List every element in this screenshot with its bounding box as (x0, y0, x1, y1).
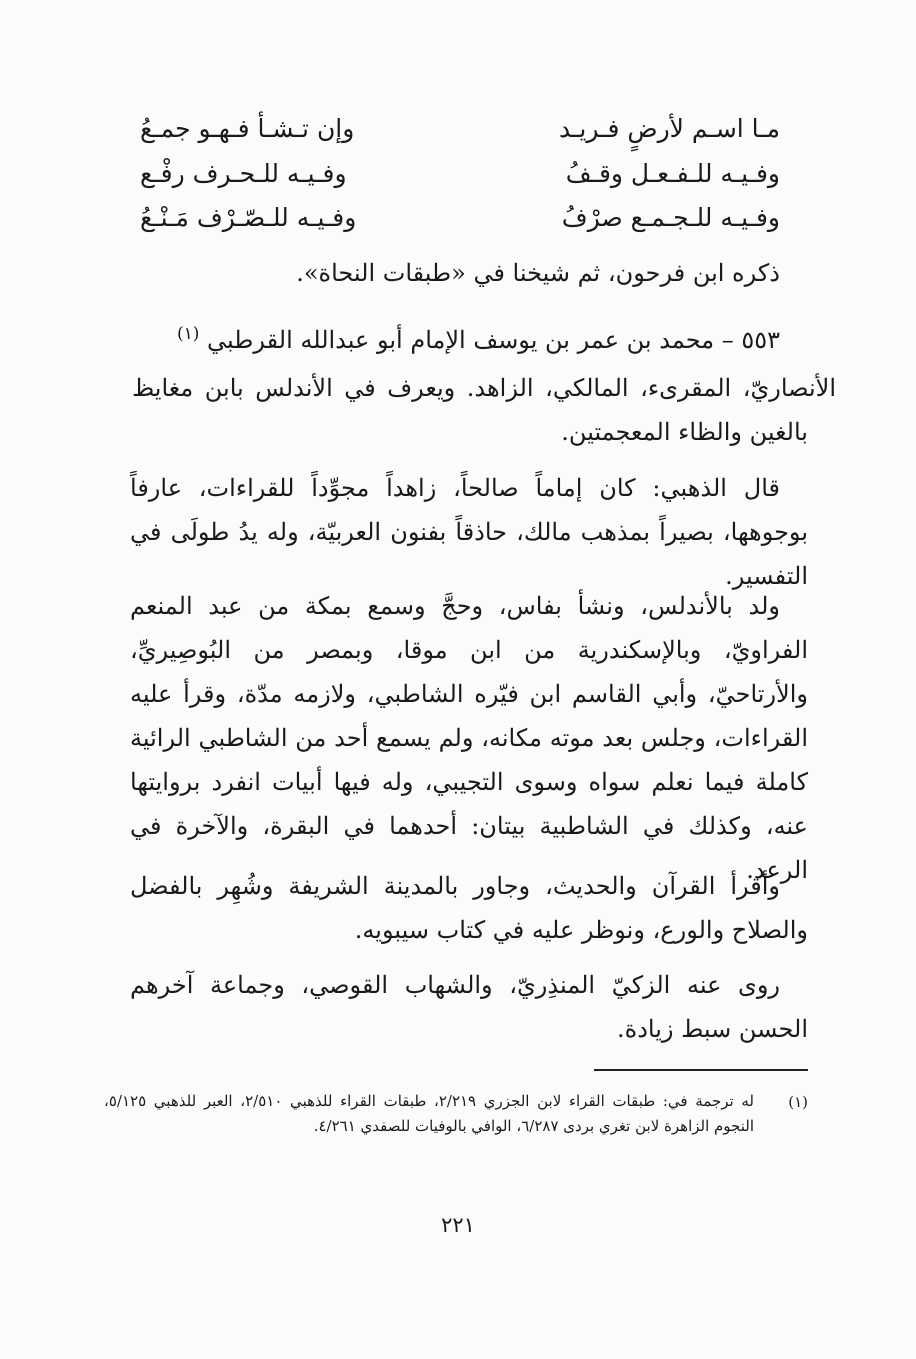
verse-hemistich-first: وفـيـه للـجـمـع صرْفُ (561, 203, 780, 232)
verse-hemistich-first: مـا اسـم لأرضٍ فـريـد (558, 114, 780, 143)
footnote-divider (594, 1069, 808, 1071)
verse-hemistich-second: وفـيـه للـصّـرْف مَـنْـعُ (140, 203, 357, 232)
verse-line (140, 152, 780, 196)
source-line: ذكره ابن فرحون، ثم شيخنا في «طبقات النحاة». (296, 259, 780, 287)
paragraph: قال الذهبي: كان إماماً صالحاً، زاهداً مجوِّداً للقراءات، عارفاً بوجوهها، بصيراً بمذهب مالك، حاذقاً بفنون العربيّة، وله يدُ طولَى في التفسير. (130, 474, 808, 590)
footnote-number: (١) (788, 1093, 808, 1111)
page-number: ٢٢١ (441, 1213, 475, 1237)
entry-heading (177, 312, 780, 362)
footnote-text: له ترجمة في: طبقات القراء لابن الجزري ٢/٢١٩، طبقات القراء للذهبي ٢/٥١٠، العبر للذهبي ٥/١٢٥، النجوم الزاهرة لابن تغري بردى ٦/٢٨٧، الوافي بالوفيات للصفدي ٤/٢٦١. (104, 1092, 754, 1135)
paragraph: ولد بالأندلس، ونشأ بفاس، وحجَّ وسمع بمكة من عبد المنعم الفراويّ، وبالإسكندرية من ابن موقا، وبمصر من البُوصِيريِّ، والأرتاحيّ، وأبي القاسم ابن فيّره الشاطبي، ولازمه مدّة، وقرأ عليه القراءات، وجلس بعد موته مكانه، ولم يسمع أحد من الشاطبي الرائية كاملة فيما نعلم سواه وسوى التجيبي، وله فيها أبيات انفرد بروايتها عنه، وكذلك في الشاطبية بيتان: أحدهما في البقرة، والآخرة في الرعد. (130, 592, 808, 884)
paragraph: الأنصاريّ، المقرىء، المالكي، الزاهد. ويعرف في الأندلس بابن مغايظ بالغين والظاء المعجمتين. (132, 374, 836, 446)
verse-line (140, 196, 780, 240)
entry-heading-text: ٥٥٣ – محمد بن عمر بن يوسف الإمام أبو عبدالله القرطبي (207, 326, 780, 354)
verse-line (140, 107, 780, 151)
paragraph: وأقرأ القرآن والحديث، وجاور بالمدينة الشريفة وشُهِر بالفضل والصلاح والورع، ونوظر عليه في كتاب سيبويه. (130, 872, 808, 944)
verse-hemistich-first: وفـيـه للـفـعـل وقـفُ (565, 159, 780, 188)
footnote-ref: (١) (176, 324, 200, 344)
verse-hemistich-second: وإن تـشـأ فـهـو جمـعُ (140, 114, 355, 143)
paragraph: روى عنه الزكيّ المنذِريّ، والشهاب القوصي، وجماعة آخرهم الحسن سبط زيادة. (130, 971, 808, 1043)
verse-hemistich-second: وفـيـه للـحـرف رفْـع (140, 159, 347, 188)
